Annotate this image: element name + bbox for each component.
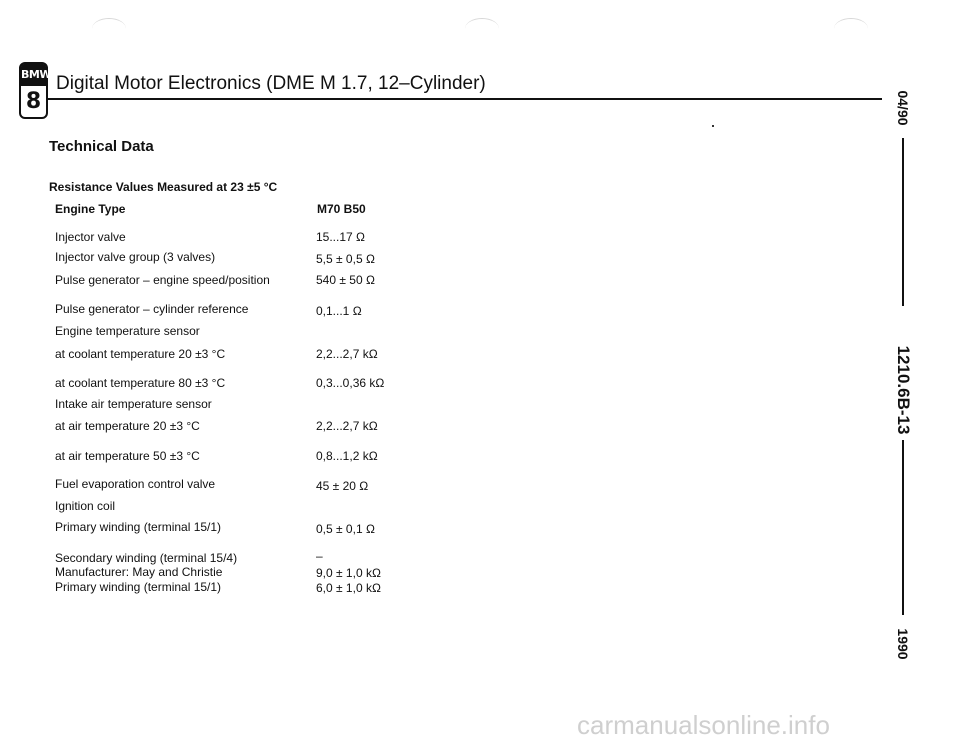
punch-hole <box>92 18 126 39</box>
logo-brand: BMW <box>21 64 46 86</box>
stray-dot <box>712 125 714 127</box>
watermark: carmanualsonline.info <box>577 710 830 740</box>
row-label: at coolant temperature 20 ±3 °C <box>55 347 226 361</box>
row-value: – <box>316 549 323 563</box>
row-value: 0,1...1 Ω <box>316 304 362 318</box>
sidebar-year: 1990 <box>895 628 911 660</box>
row-label: Pulse generator – cylinder reference <box>55 302 249 316</box>
logo-series: 8 <box>25 89 42 114</box>
sidebar-date: 04/90 <box>895 90 911 126</box>
section-title: Technical Data <box>49 138 154 155</box>
sidebar-doc-number: 1210.6B-13 <box>894 345 913 435</box>
row-label: Intake air temperature sensor <box>55 397 212 411</box>
sidebar-divider <box>902 440 904 615</box>
sidebar-divider <box>902 138 904 306</box>
row-label: Manufacturer: May and Christie <box>55 565 223 579</box>
row-value: 0,5 ± 0,1 Ω <box>316 522 375 536</box>
bmw-8-logo <box>19 62 51 119</box>
row-label: Ignition coil <box>55 499 116 513</box>
row-value: 45 ± 20 Ω <box>316 479 369 493</box>
row-value: 15...17 Ω <box>316 230 366 244</box>
row-value: 9,0 ± 1,0 kΩ <box>316 566 381 580</box>
row-label: Engine temperature sensor <box>55 324 200 338</box>
column-header-label: Engine Type <box>55 202 126 216</box>
row-label: Pulse generator – engine speed/position <box>55 273 270 287</box>
row-label: Primary winding (terminal 15/1) <box>55 580 222 594</box>
page-title: Digital Motor Electronics (DME M 1.7, 12–Cylinder) <box>56 73 486 94</box>
column-header-value: M70 B50 <box>317 202 366 216</box>
row-label: at air temperature 20 ±3 °C <box>55 419 200 433</box>
row-label: Primary winding (terminal 15/1) <box>55 520 222 534</box>
row-value: 2,2...2,7 kΩ <box>316 419 378 433</box>
row-label: Injector valve group (3 valves) <box>55 250 216 264</box>
row-value: 5,5 ± 0,5 Ω <box>316 252 375 266</box>
punch-hole <box>465 18 499 39</box>
row-value: 0,8...1,2 kΩ <box>316 449 378 463</box>
row-value: 2,2...2,7 kΩ <box>316 347 378 361</box>
row-label: at air temperature 50 ±3 °C <box>55 449 200 463</box>
row-value: 6,0 ± 1,0 kΩ <box>316 581 381 595</box>
row-label: Fuel evaporation control valve <box>55 477 216 491</box>
row-value: 540 ± 50 Ω <box>316 273 375 287</box>
row-label: Secondary winding (terminal 15/4) <box>55 551 238 565</box>
row-value: 0,3...0,36 kΩ <box>316 376 385 390</box>
punch-hole <box>834 18 868 39</box>
row-label: Injector valve <box>55 230 126 244</box>
header-rule <box>46 98 882 100</box>
row-label: at coolant temperature 80 ±3 °C <box>55 376 226 390</box>
subsection-title: Resistance Values Measured at 23 ±5 °C <box>49 180 278 194</box>
